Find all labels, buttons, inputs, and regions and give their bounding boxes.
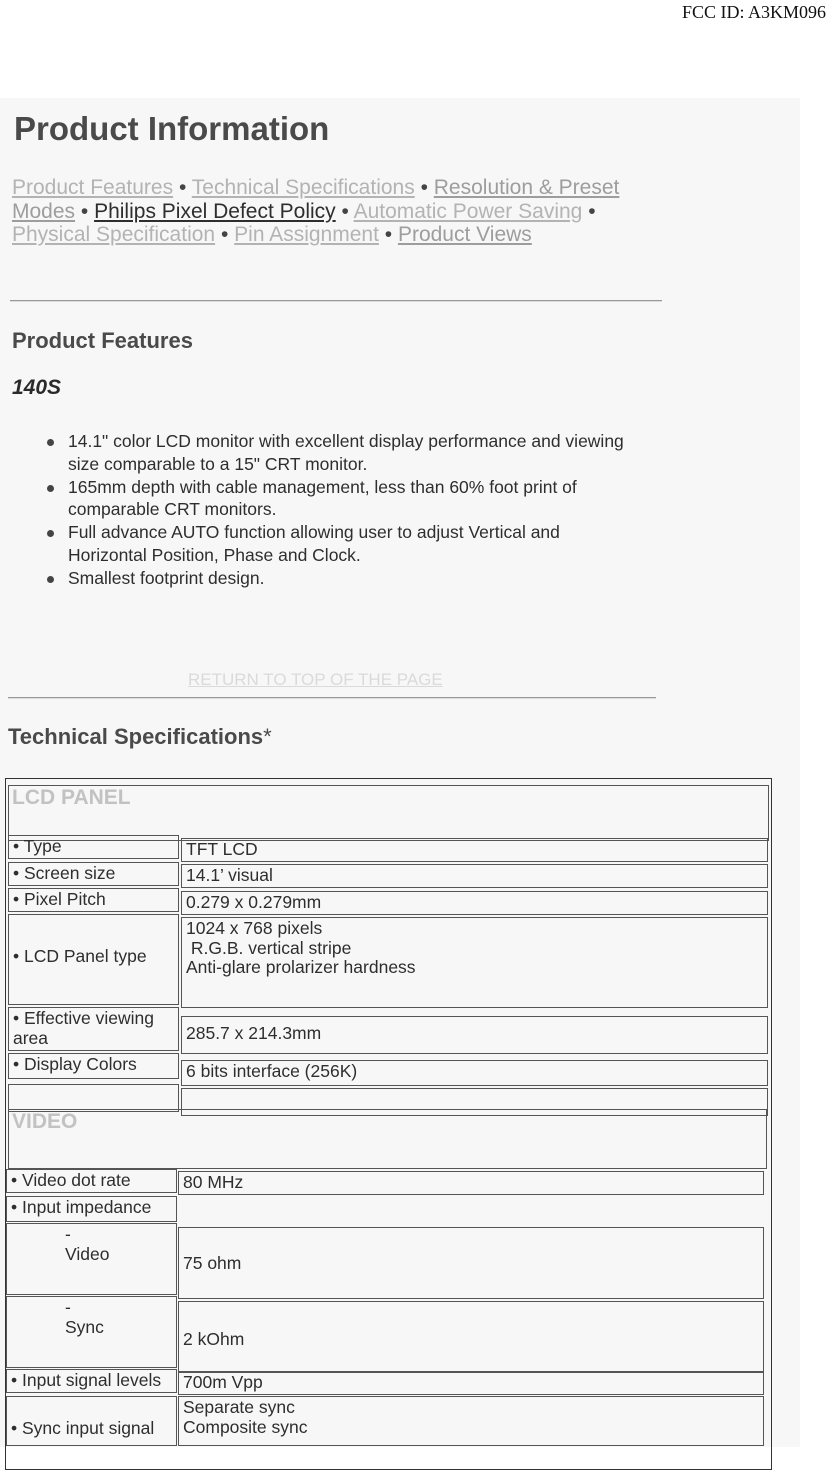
panel-stripe: R.G.B. vertical stripe: [186, 937, 352, 958]
table-cell-label: • Display Colors: [8, 1053, 179, 1079]
nav-link-pixel-defect-policy[interactable]: Philips Pixel Defect Policy: [94, 199, 336, 223]
table-cell-value: 700m Vpp: [178, 1371, 764, 1395]
model-name: 140S: [12, 376, 62, 399]
table-cell-label: • Type: [8, 835, 179, 859]
nav-separator: •: [80, 199, 89, 223]
return-to-top-link[interactable]: RETURN TO TOP OF THE PAGE: [188, 670, 443, 689]
sub-row-label: Sync: [65, 1316, 104, 1337]
fcc-id-label: FCC ID: A3KM096: [681, 2, 826, 22]
video-section-header: VIDEO: [8, 1109, 767, 1169]
nav-link-product-views[interactable]: Product Views: [397, 223, 532, 246]
technical-specifications-heading: [8, 724, 272, 750]
page-title: Product Information: [14, 110, 330, 147]
feature-list: [46, 430, 636, 590]
table-cell-label: • Effective viewing area: [8, 1007, 179, 1051]
sub-row-dash: -: [65, 1297, 71, 1317]
table-cell-empty: [8, 1084, 179, 1112]
section-nav: [12, 176, 662, 247]
table-cell-label: • Sync input signal: [6, 1396, 177, 1446]
table-cell-value: 285.7 x 214.3mm: [181, 1016, 768, 1054]
list-item: Full advance AUTO function allowing user to adjust Vertical and Horizontal Position, Phase and Clock.: [46, 521, 636, 567]
table-cell-value: 80 MHz: [178, 1171, 764, 1195]
nav-separator: •: [588, 199, 596, 223]
list-item: 165mm depth with cable management, less than 60% foot print of comparable CRT monitors.: [46, 476, 636, 522]
table-cell-value: [178, 1396, 764, 1446]
table-cell-label: [6, 1223, 177, 1295]
table-cell-label: • LCD Panel type: [8, 914, 179, 1005]
table-cell-value: 75 ohm: [178, 1227, 764, 1299]
divider: [10, 300, 662, 302]
lcd-panel-section-header: LCD PANEL: [8, 785, 769, 841]
nav-separator: •: [341, 199, 349, 223]
table-cell-label: • Video dot rate: [6, 1169, 177, 1193]
table-cell-label: • Input impedance: [6, 1196, 177, 1222]
table-cell-label: [6, 1296, 177, 1368]
table-cell-value: [181, 917, 768, 1008]
nav-separator: •: [384, 223, 393, 246]
specs-heading-text: Technical Specifications: [8, 724, 264, 749]
table-cell-label: • Input signal levels: [6, 1369, 177, 1393]
list-item: Smallest footprint design.: [46, 567, 636, 590]
nav-link-automatic-power-saving[interactable]: Automatic Power Saving: [353, 199, 583, 223]
sync-type-separate: Separate sync: [183, 1397, 295, 1417]
table-cell-value: 14.1’ visual: [181, 864, 768, 888]
sub-row-dash: -: [65, 1224, 71, 1244]
sync-type-composite: Composite sync: [183, 1416, 308, 1437]
nav-link-pin-assignment[interactable]: Pin Assignment: [234, 223, 379, 246]
nav-link-resolution-preset-modes[interactable]: Resolution & Preset Modes: [12, 176, 620, 223]
panel-coating: Anti-glare prolarizer hardness: [186, 957, 416, 977]
panel-resolution: 1024 x 768 pixels: [186, 918, 323, 938]
nav-separator: •: [178, 176, 187, 199]
table-cell-label: • Screen size: [8, 862, 179, 886]
nav-link-physical-specification[interactable]: Physical Specification: [12, 223, 216, 246]
nav-separator: •: [420, 176, 428, 199]
table-cell-value: 0.279 x 0.279mm: [181, 891, 768, 915]
spec-table: [5, 778, 772, 1470]
nav-link-technical-specifications[interactable]: Technical Specifications: [191, 176, 415, 199]
nav-separator: •: [220, 223, 229, 246]
table-cell-value: 2 kOhm: [178, 1301, 764, 1373]
nav-link-product-features[interactable]: Product Features: [12, 176, 174, 199]
divider: [8, 697, 656, 699]
specs-asterisk: *: [263, 724, 272, 749]
product-features-heading: Product Features: [12, 328, 193, 353]
table-cell-label: • Pixel Pitch: [8, 888, 179, 912]
table-cell-value: TFT LCD: [181, 838, 768, 862]
table-cell-value: 6 bits interface (256K): [181, 1060, 768, 1086]
sub-row-label: Video: [65, 1243, 110, 1264]
list-item: 14.1" color LCD monitor with excellent display performance and viewing size comparable to a 15" CRT monitor.: [46, 430, 636, 476]
